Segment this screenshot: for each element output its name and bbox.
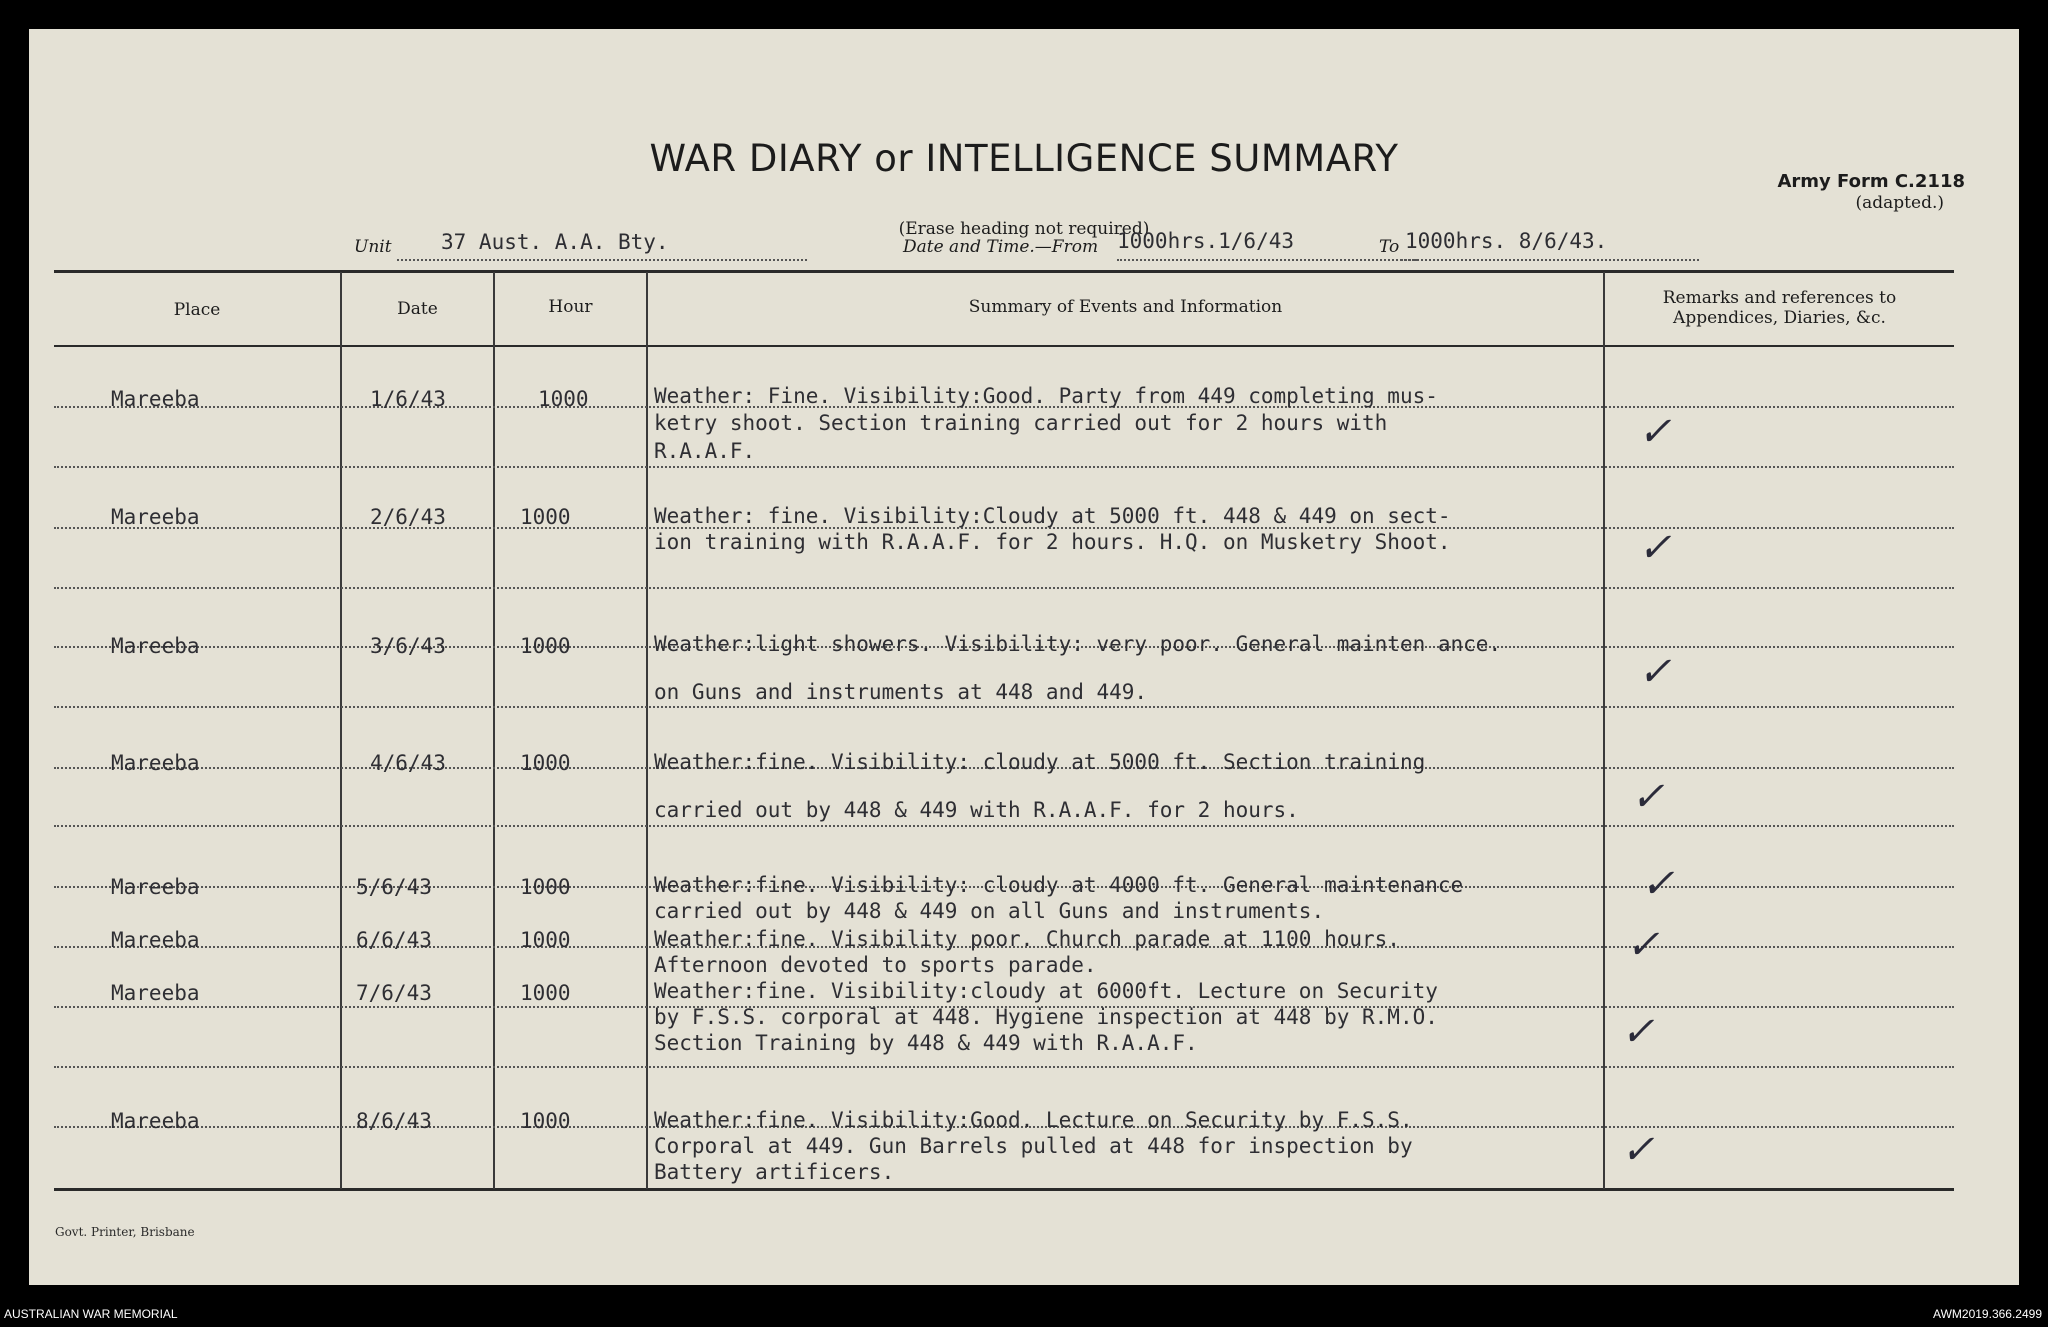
- entry-place: Mareeba: [111, 505, 200, 529]
- column-divider-summary: [1603, 272, 1605, 1189]
- entry-place: Mareeba: [111, 751, 200, 775]
- entry-summary-line: ion training with R.A.A.F. for 2 hours. H.Q. on Musketry Shoot.: [654, 530, 1451, 554]
- entry-initials: ✓: [1621, 1009, 1655, 1055]
- column-header-date: Date: [397, 299, 438, 319]
- entry-initials: ✓: [1638, 525, 1672, 571]
- to-dotted-line: [1401, 259, 1699, 261]
- entry-summary-line: Corporal at 449. Gun Barrels pulled at 448 for inspection by: [654, 1134, 1413, 1158]
- entry-place: Mareeba: [111, 875, 200, 899]
- entry-initials: ✓: [1638, 409, 1672, 455]
- entry-summary-line: Weather:fine. Visibility:cloudy at 6000ft. Lecture on Security: [654, 979, 1438, 1003]
- entry-summary-line: carried out by 448 & 449 on all Guns and instruments.: [654, 899, 1325, 923]
- entry-summary-line: Weather: fine. Visibility:Cloudy at 5000 ft. 448 & 449 on sect-: [654, 504, 1451, 528]
- entry-date: 1/6/43: [370, 387, 446, 411]
- entry-summary-line: ketry shoot. Section training carried out for 2 hours with: [654, 411, 1388, 435]
- entry-summary-line: Weather:fine. Visibility:Good. Lecture on Security by F.S.S.: [654, 1108, 1413, 1132]
- header-bottom-rule: [54, 345, 1954, 347]
- entry-initials: ✓: [1641, 861, 1675, 907]
- entry-summary-line: Weather:light showers. Visibility: very poor. General mainten ance.: [654, 632, 1502, 656]
- entry-hour: 1000: [520, 981, 571, 1005]
- ruled-line: [54, 466, 1954, 468]
- entry-summary-line: Weather:fine. Visibility: cloudy at 5000 ft. Section training: [654, 750, 1426, 774]
- entry-summary-line: Section Training by 448 & 449 with R.A.A.F.: [654, 1031, 1198, 1055]
- entry-hour: 1000: [520, 634, 571, 658]
- entry-summary-line: on Guns and instruments at 448 and 449.: [654, 680, 1148, 704]
- from-dotted-line: [1117, 259, 1417, 261]
- entry-initials: ✓: [1626, 922, 1660, 968]
- entry-summary-line: Weather:fine. Visibility: cloudy at 4000 ft. General maintenance: [654, 873, 1464, 897]
- remarks-header-line-1: Remarks and references to: [1662, 288, 1897, 308]
- form-note: (adapted.): [1855, 193, 1944, 213]
- page-title: WAR DIARY or INTELLIGENCE SUMMARY: [649, 137, 1399, 180]
- entry-hour: 1000: [538, 387, 589, 411]
- unit-value: 37 Aust. A.A. Bty.: [441, 230, 669, 254]
- column-header-summary: Summary of Events and Information: [968, 297, 1283, 317]
- diary-page: [29, 29, 2019, 1285]
- archive-caption-left: AUSTRALIAN WAR MEMORIAL: [4, 1307, 178, 1321]
- unit-dotted-line: [397, 259, 807, 261]
- to-label: To: [1379, 237, 1400, 257]
- ruled-line: [54, 1066, 1954, 1068]
- table-bottom-rule: [54, 1188, 1954, 1191]
- entry-date: 4/6/43: [370, 751, 446, 775]
- entry-hour: 1000: [520, 751, 571, 775]
- from-value: 1000hrs.1/6/43: [1117, 229, 1295, 253]
- entry-place: Mareeba: [111, 981, 200, 1005]
- entry-summary-line: R.A.A.F.: [654, 439, 756, 463]
- page-subtitle: (Erase heading not required): [898, 219, 1150, 239]
- entry-summary-line: Weather: Fine. Visibility:Good. Party from 449 completing mus-: [654, 384, 1438, 408]
- column-divider-hour: [646, 272, 648, 1189]
- entry-hour: 1000: [520, 505, 571, 529]
- ruled-line: [54, 706, 1954, 708]
- remarks-header-line-2: Appendices, Diaries, &c.: [1673, 308, 1886, 328]
- column-divider-date: [493, 272, 495, 1189]
- entry-hour: 1000: [520, 928, 571, 952]
- ruled-line: [54, 587, 1954, 589]
- date-time-label: Date and Time.—From: [903, 237, 1099, 257]
- entry-place: Mareeba: [111, 387, 200, 411]
- entry-date: 3/6/43: [370, 634, 446, 658]
- entry-date: 6/6/43: [356, 928, 432, 952]
- entry-date: 5/6/43: [356, 875, 432, 899]
- entry-initials: ✓: [1621, 1127, 1655, 1173]
- archive-caption-right: AWM2019.366.2499: [1933, 1307, 2042, 1321]
- entry-hour: 1000: [520, 1109, 571, 1133]
- entry-initials: ✓: [1631, 774, 1665, 820]
- entry-initials: ✓: [1638, 649, 1672, 695]
- to-value: 1000hrs. 8/6/43.: [1405, 229, 1608, 253]
- column-header-place: Place: [173, 300, 221, 320]
- column-divider-place: [340, 272, 342, 1189]
- form-name: Army Form C.2118: [1777, 171, 1965, 192]
- entry-hour: 1000: [520, 875, 571, 899]
- entry-place: Mareeba: [111, 634, 200, 658]
- entry-date: 2/6/43: [370, 505, 446, 529]
- entry-place: Mareeba: [111, 1109, 200, 1133]
- entry-summary-line: Battery artificers.: [654, 1160, 895, 1184]
- entry-summary-line: Afternoon devoted to sports parade.: [654, 953, 1097, 977]
- entry-date: 7/6/43: [356, 981, 432, 1005]
- entry-place: Mareeba: [111, 928, 200, 952]
- entry-date: 8/6/43: [356, 1109, 432, 1133]
- printer-imprint: Govt. Printer, Brisbane: [55, 1225, 195, 1239]
- entry-summary-line: carried out by 448 & 449 with R.A.A.F. for 2 hours.: [654, 798, 1299, 822]
- column-header-remarks: [1605, 288, 1954, 328]
- column-header-hour: Hour: [548, 297, 593, 317]
- unit-label: Unit: [354, 237, 392, 257]
- entry-summary-line: by F.S.S. corporal at 448. Hygiene inspection at 448 by R.M.O.: [654, 1005, 1438, 1029]
- entry-summary-line: Weather:fine. Visibility poor. Church parade at 1100 hours.: [654, 927, 1400, 951]
- table-top-rule: [54, 270, 1954, 273]
- ruled-line: [54, 825, 1954, 827]
